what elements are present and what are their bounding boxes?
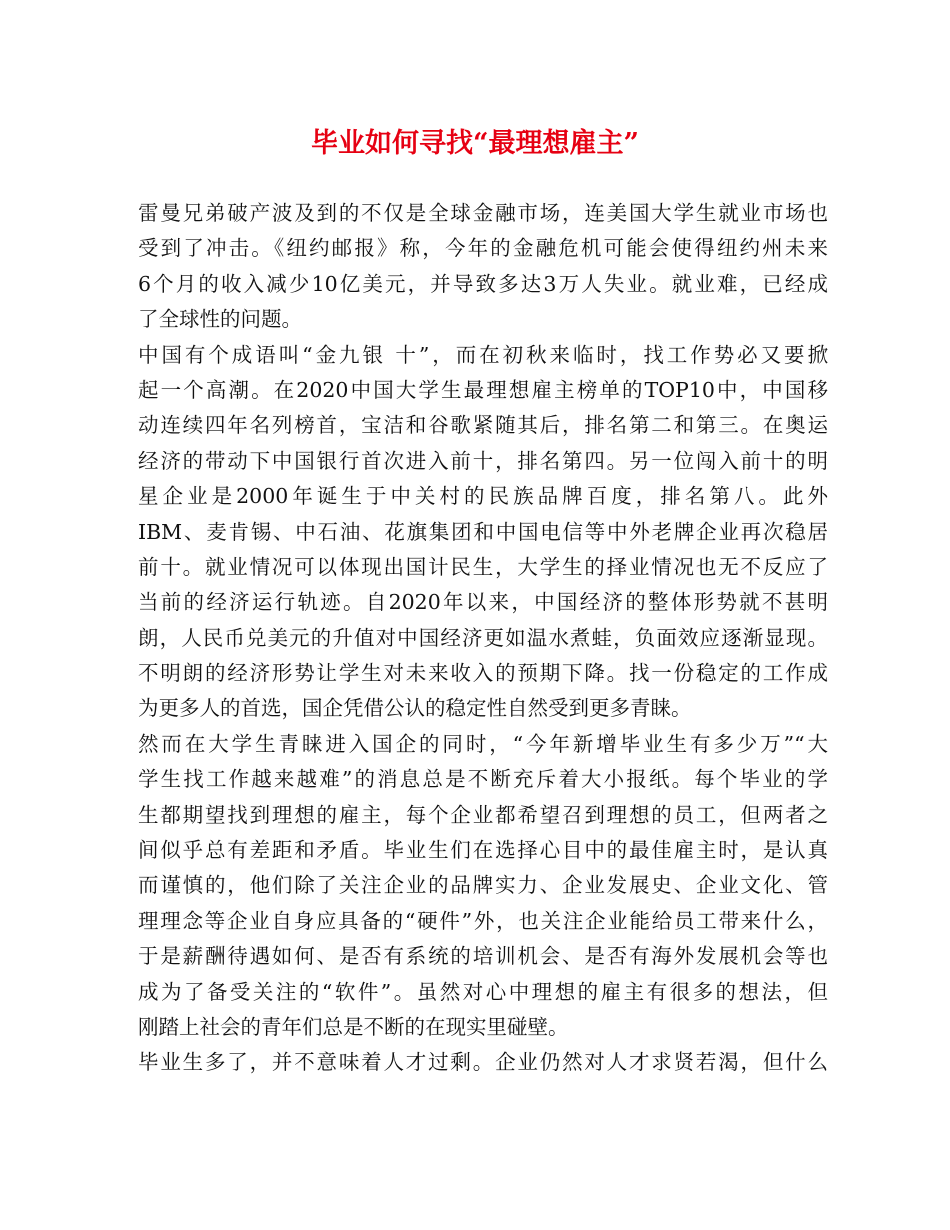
- document-title: 毕业如何寻找“最理想雇主”: [310, 128, 640, 159]
- body-line: 6个月的收入减少10亿美元，并导致多达3万人失业。就业难，已经成: [138, 271, 828, 296]
- body-line: 不明朗的经济形势让学生对未来收入的预期下降。找一份稳定的工作成: [138, 661, 828, 686]
- body-line: 刚踏上社会的青年们总是不断的在现实里碰壁。: [138, 1014, 569, 1039]
- document-body: [138, 196, 828, 1081]
- body-line: 起一个高潮。在2020中国大学生最理想雇主榜单的TOP10中，中国移: [138, 377, 828, 402]
- body-line: 经济的带动下中国银行首次进入前十，排名第四。另一位闯入前十的明: [138, 448, 828, 473]
- body-line: 当前的经济运行轨迹。自2020年以来，中国经济的整体形势就不甚明: [138, 590, 828, 615]
- body-line: 毕业生多了，并不意味着人才过剩。企业仍然对人才求贤若渴，但什么: [138, 1050, 828, 1075]
- body-line: 而谨慎的，他们除了关注企业的品牌实力、企业发展史、企业文化、管: [138, 873, 828, 898]
- body-line: 间似乎总有差距和矛盾。毕业生们在选择心目中的最佳雇主时，是认真: [138, 838, 828, 863]
- body-line: IBM、麦肯锡、中石油、花旗集团和中国电信等中外老牌企业再次稳居: [138, 519, 828, 544]
- body-line: 然而在大学生青睐进入国企的同时，“今年新增毕业生有多少万”“大: [138, 731, 828, 756]
- body-line: 了全球性的问题。: [138, 307, 302, 332]
- body-line: 动连续四年名列榜首，宝洁和谷歌紧随其后，排名第二和第三。在奥运: [138, 413, 828, 438]
- body-line: 学生找工作越来越难”的消息总是不断充斥着大小报纸。每个毕业的学: [138, 767, 828, 792]
- body-line: 成为了备受关注的“软件”。虽然对心中理想的雇主有很多的想法，但: [138, 979, 828, 1004]
- body-line: 朗，人民币兑美元的升值对中国经济更如温水煮蛙，负面效应逐渐显现。: [138, 625, 828, 650]
- body-line: 前十。就业情况可以体现出国计民生，大学生的择业情况也无不反应了: [138, 554, 828, 579]
- body-line: 受到了冲击。《纽约邮报》称，今年的金融危机可能会使得纽约州未来: [138, 236, 828, 261]
- body-line: 中国有个成语叫“金九银 十”，而在初秋来临时，找工作势必又要掀: [138, 342, 828, 367]
- body-line: 为更多人的首选，国企凭借公认的稳定性自然受到更多青睐。: [138, 696, 692, 721]
- body-line: 生都期望找到理想的雇主，每个企业都希望召到理想的员工，但两者之: [138, 802, 828, 827]
- body-line: 雷曼兄弟破产波及到的不仅是全球金融市场，连美国大学生就业市场也: [138, 201, 828, 225]
- body-line: 理理念等企业自身应具备的“硬件”外，也关注企业能给员工带来什么，: [138, 908, 828, 933]
- body-line: 于是薪酬待遇如何、是否有系统的培训机会、是否有海外发展机会等也: [138, 944, 828, 969]
- body-line: 星企业是2000年诞生于中关村的民族品牌百度，排名第八。此外: [138, 484, 828, 509]
